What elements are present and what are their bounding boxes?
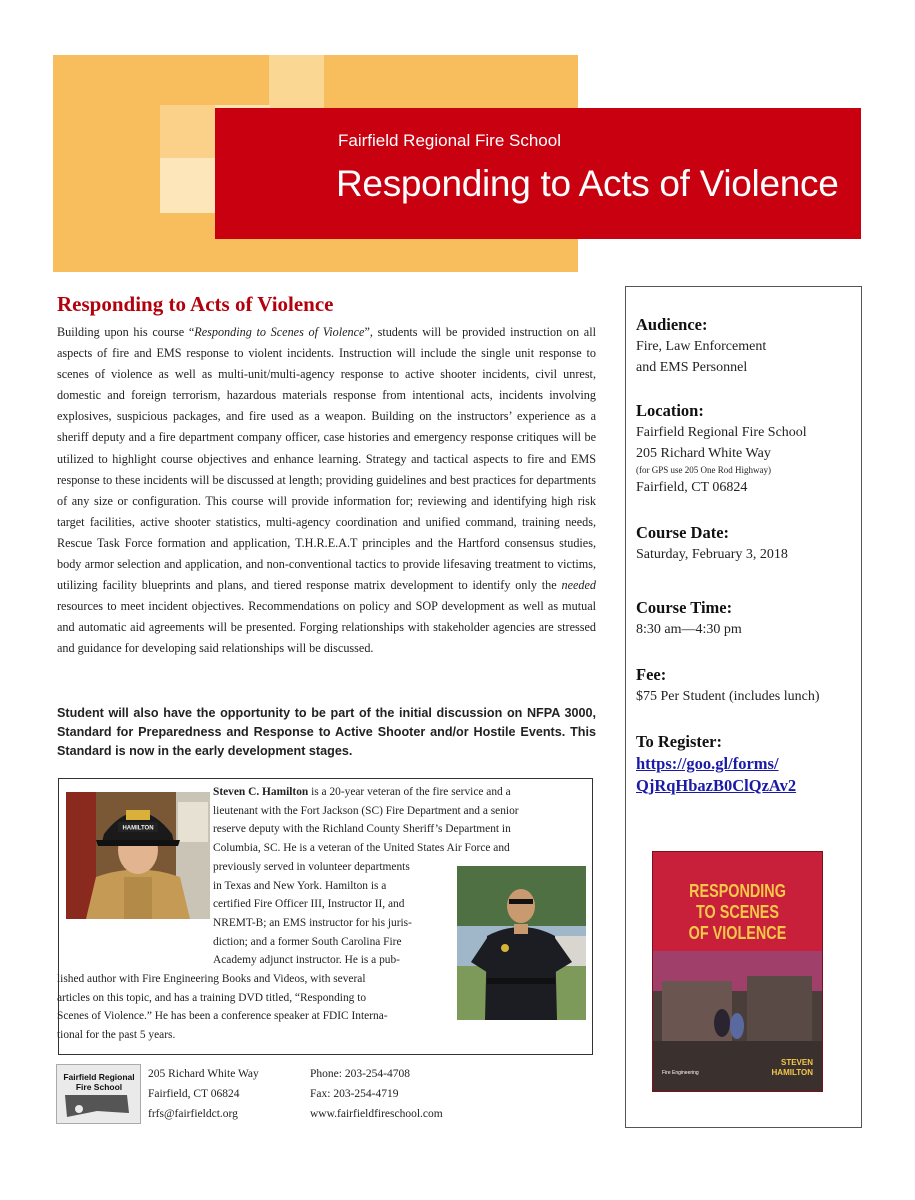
bio-line-text: is a 20-year veteran of the fire service and a xyxy=(308,786,511,798)
school-logo xyxy=(56,1064,141,1124)
footer-email[interactable]: frfs@fairfieldct.org xyxy=(148,1108,238,1120)
description-text: ”, students will be provided instruction on all aspects of fire and EMS response to violent incidents. Instruction will include the single unit response to scenes of violence as well as multi-unit/multi-agency response to active shooter incidents, civil unrest, domestic and foreign terrorism, hazardous materials response from intentional acts, incidents involving explosives, suspicious packages, and fire used as a weapon. Building on the instructors’ experience as a sheriff deputy and a fire department company officer, case histories and emergency response critiques will be utilized to highlight course objectives and enhance learning. Strategy and tactical aspects to fire and EMS response to these incidents will be discussed at length; providing guidelines and best practices for departments of any size or configuration. This course will provide information for; reviewing and identifying high risk target facilities, active shooter statistics, multi-agency coordination and unified command, training needs, Rescue Task Force formation and application, T.H.R.E.A.T principles and the Hartford consensus studies, body armor selection and application, and non-conventional tactics to provide lifesaving treatment to victims, utilizing facility blueprints and plans, and tiered response matrix development to identify only the xyxy=(57,325,596,593)
book-title-line: OF VIOLENCE xyxy=(688,923,787,943)
bio-line: reserve deputy with the Richland County Sheriff’s Department in xyxy=(213,823,511,836)
footer-address xyxy=(148,1064,259,1124)
date-block xyxy=(636,522,856,565)
register-label: To Register: xyxy=(636,732,722,751)
date-value: Saturday, February 3, 2018 xyxy=(636,547,788,562)
book-title-line: RESPONDING xyxy=(689,881,786,901)
description-text: Building upon his course “ xyxy=(57,325,195,339)
header-decor-square xyxy=(160,105,215,158)
instructor-firefighter-photo xyxy=(66,792,210,919)
footer-address-line: 205 Richard White Way xyxy=(148,1068,259,1080)
book-cover-image xyxy=(652,851,823,1092)
bio-line xyxy=(213,783,588,802)
location-value: 205 Richard White Way xyxy=(636,446,771,461)
bio-line: tional for the past 5 years. xyxy=(57,1029,176,1042)
bio-line: Scenes of Violence.” He has been a conference speaker at FDIC Interna- xyxy=(57,1010,388,1023)
bio-line: Academy adjunct instructor. He is a pub- xyxy=(213,954,400,967)
section-title: Responding to Acts of Violence xyxy=(57,292,334,316)
time-value: 8:30 am—4:30 pm xyxy=(636,622,742,637)
book-title xyxy=(669,881,806,944)
register-link[interactable]: QjRqHbazB0ClQzAv2 xyxy=(636,776,797,795)
book-title-line: TO SCENES xyxy=(696,902,779,922)
instructor-name: Steven C. Hamilton xyxy=(213,786,309,798)
location-label: Location: xyxy=(636,401,704,420)
footer-phone: Phone: 203-254-4708 xyxy=(310,1068,410,1080)
page-title: Responding to Acts of Violence xyxy=(336,163,839,204)
footer-address-line: Fairfield, CT 06824 xyxy=(148,1088,240,1100)
footer-website[interactable]: www.fairfieldfireschool.com xyxy=(310,1108,443,1120)
bio-line: diction; and a former South Carolina Fire xyxy=(213,935,402,948)
register-link[interactable]: https://goo.gl/forms/ xyxy=(636,754,779,773)
bio-line: articles on this topic, and has a training DVD titled, “Responding to xyxy=(57,991,367,1004)
location-value: Fairfield, CT 06824 xyxy=(636,480,748,495)
book-author xyxy=(772,1058,813,1078)
bio-line: NREMT-B; an EMS instructor for his juris- xyxy=(213,916,412,929)
book-author-line: HAMILTON xyxy=(771,1068,813,1077)
audience-label: Audience: xyxy=(636,315,708,334)
bio-line: in Texas and New York. Hamilton is a xyxy=(213,879,387,892)
footer-contact xyxy=(310,1064,443,1124)
time-label: Course Time: xyxy=(636,598,733,617)
header-decor-square xyxy=(269,55,324,110)
book-author-line: STEVEN xyxy=(780,1058,813,1067)
location-block xyxy=(636,400,856,498)
bio-line: lished author with Fire Engineering Books and Videos, with several xyxy=(57,973,366,986)
audience-value: Fire, Law Enforcement xyxy=(636,339,767,354)
fee-block xyxy=(636,664,856,707)
bio-line: lieutenant with the Fort Jackson (SC) Fire Department and a senior xyxy=(213,804,519,817)
bio-line: certified Fire Officer III, Instructor II, and xyxy=(213,898,405,911)
instructor-bio xyxy=(57,783,588,1045)
footer-fax: Fax: 203-254-4719 xyxy=(310,1088,399,1100)
date-label: Course Date: xyxy=(636,523,730,542)
helmet-nameplate: HAMILTON xyxy=(122,825,154,832)
fee-value: $75 Per Student (includes lunch) xyxy=(636,689,820,704)
bio-line: previously served in volunteer departments xyxy=(213,860,410,873)
audience-value: and EMS Personnel xyxy=(636,360,748,375)
header-school-name: Fairfield Regional Fire School xyxy=(338,131,561,150)
time-block xyxy=(636,597,856,640)
audience-block xyxy=(636,314,856,378)
register-block xyxy=(636,731,856,797)
nfpa-note: Student will also have the opportunity to be part of the initial discussion on NFPA 3000, Standard for Preparedness and Response to Active Shooter and/or Hostile Events. This Standard is now in the early development stages. xyxy=(57,706,596,758)
description-course-name: Responding to Scenes of Violence xyxy=(194,325,365,339)
description-text: resources to meet incident objectives. Recommendations on policy and SOP development as well as mutual and automatic aid agreements will be presented. Forging relationships with stakeholder agencies are stressed and guidance for developing said relationships will be discussed. xyxy=(57,599,596,656)
location-value: Fairfield Regional Fire School xyxy=(636,425,807,440)
course-description xyxy=(57,322,596,660)
book-publisher: Fire Engineering xyxy=(662,1070,699,1076)
description-emphasis: needed xyxy=(561,578,596,593)
bio-line: Columbia, SC. He is a veteran of the United States Air Force and xyxy=(213,842,510,855)
header-decor-square xyxy=(160,158,215,213)
location-gps-note: (for GPS use 205 One Rod Highway) xyxy=(636,465,771,475)
fee-label: Fee: xyxy=(636,665,667,684)
logo-text: Fairfield Regional Fire School xyxy=(63,1072,135,1092)
